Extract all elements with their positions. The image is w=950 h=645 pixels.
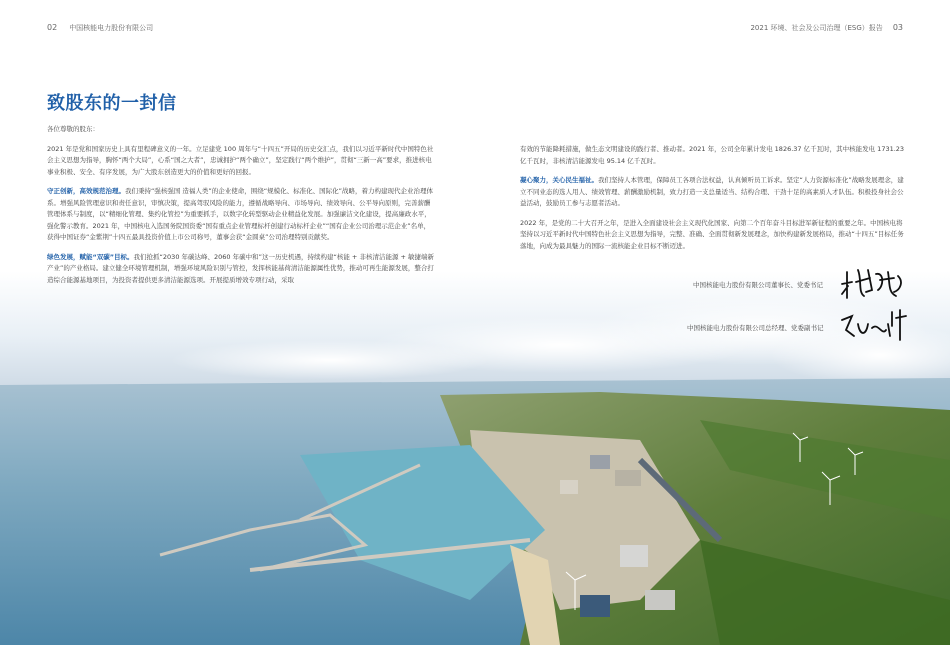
president-handwritten-signature (838, 306, 908, 344)
header-left (47, 23, 153, 33)
right-column (520, 144, 906, 260)
header-right (750, 23, 903, 33)
paragraph-lead: 凝心聚力，关心民生福祉。 (520, 176, 598, 184)
paragraph-lead: 绿色发展，赋能“双碳”目标。 (47, 252, 134, 261)
paragraph: 2022 年，是党的二十大召开之年，是进入全面建设社会主义现代化国家、向第二个百年奋斗目标进军新征程的重要之年。中国核电将坚持以习近平新时代中国特色社会主义思想为指导，完整、准确、全面贯彻新发展理念，加快构建新发展格局，推动“十四五”目标任务落地，向成为最具魅力的国际一流核能企业目标不断迈进。 (520, 218, 904, 250)
paragraph-lead: 守正创新，高效规范治理。 (47, 187, 125, 195)
page-number-right: 03 (892, 23, 903, 32)
paragraph: 2021 年是党和国家历史上具有里程碑意义的一年。立足建党 100 周年与“十四五”开局的历史交汇点，我们以习近平新时代中国特色社会主义思想为指导，胸怀“两个大局”，心系“国之大者”，忠诚拥护“两个确立”，坚定践行“两个维护”，贯彻“三新一高”要求，推进核电事业积极、安全、有序发展，为广大股东创造更大的价值和更好的回报。 (47, 144, 434, 176)
signature-title-chairman: 中国核能电力股份有限公司董事长、党委书记 (693, 281, 823, 289)
chairman-handwritten-signature (838, 262, 908, 302)
paragraph: 绿色发展，赋能“双碳”目标。我们抢抓“2030 年碳达峰、2060 年碳中和”这一历史机遇，持续构建“核能 + 非核清洁能源 + 敏捷端新产业”的产业格局。建立健全环境管理机制，增强环境风险识别与管控，发挥核能基荷清洁能源属性优势，推动可再生能源发展，整合打造综合能源基地项目，为投资者提供更多清洁能源选项。开展提质增效专项行动，采取 (47, 252, 435, 284)
page-title: 致股东的一封信 (47, 93, 177, 114)
paragraph: 有效的节能降耗措施，做生态文明建设的践行者、推动者。2021 年，公司全年累计发电 1826.37 亿千瓦时，其中核能发电 1731.23 亿千瓦时，非核清洁能源发电 95.14 亿千瓦时。 (520, 145, 905, 165)
company-name: 中国核能电力股份有限公司 (69, 24, 154, 32)
page-number-left: 02 (47, 23, 58, 32)
signature-title-president: 中国核能电力股份有限公司总经理、党委副书记 (687, 324, 824, 332)
greeting: 各位尊敬的股东： (47, 125, 99, 133)
paragraph: 守正创新，高效规范治理。我们秉持“强核强国 造福人类”的企业使命，围绕“规模化、标准化、国际化”战略，着力构建现代企业治理体系。增强风险管理意识和责任意识，审慎决策，提高驾驭风险的能力，遵循战略导向、市场导向、绩效导向、公平导向原则，完善薪酬管理体系与制度，以“精细化管理、集约化管控”为重要抓手，以数字化转型驱动企业精益化发展。加强廉洁文化建设，提高廉政水平，强化警示教育。2021 年，中国核电入选国务院国资委“国有重点企业管理标杆创建行动标杆企业”“国有企业公司治理示范企业”名单，获得中国证券“金紫荆”十四五最具投资价值上市公司称号，董事会获“金圆桌”公司治理特别贡献奖。 (47, 187, 434, 241)
paragraph: 凝心聚力，关心民生福祉。我们坚持人本管理，保障员工各项合法权益，认真倾听员工诉求。坚定“人力资源标准化”战略发展理念，建立不同业态的选人用人、绩效管理、薪酬激励机制，致力打造一支总量适当、结构合理、干劲十足的高素质人才队伍。积极投身社会公益活动，鼓励员工参与志愿者活动。 (520, 176, 904, 207)
left-column (47, 124, 435, 294)
report-title: 2021 环境、社会及公司治理（ESG）报告 (750, 24, 883, 32)
